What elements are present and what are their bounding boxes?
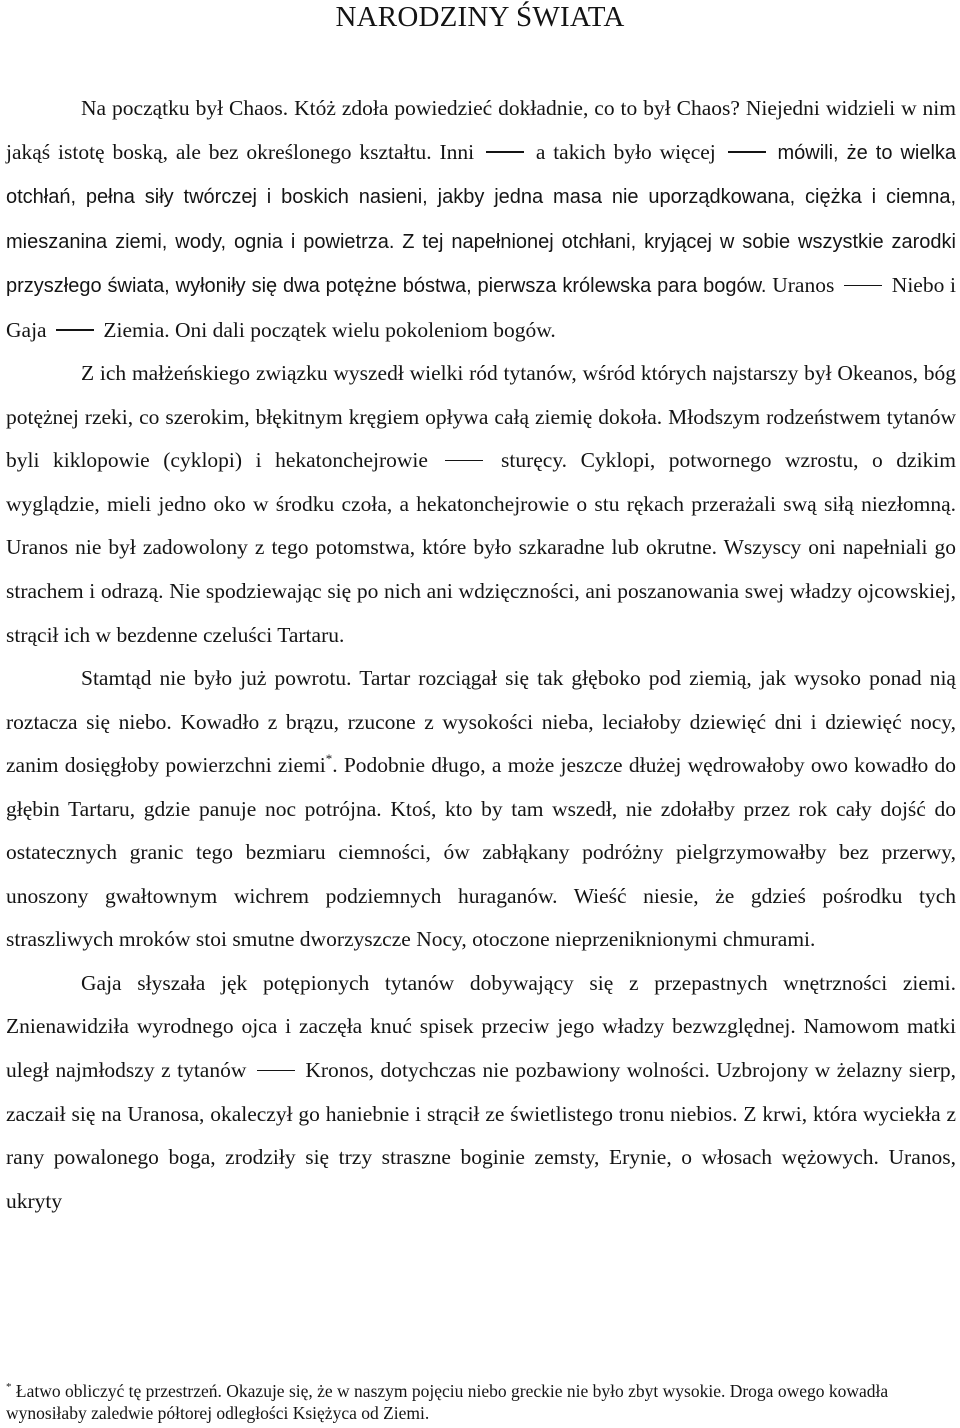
sentence: sturęcy. <box>500 448 568 473</box>
em-dash <box>445 460 483 461</box>
footnote-marker: * <box>6 1381 12 1393</box>
paragraph-3 <box>6 657 956 962</box>
em-dash <box>728 151 766 152</box>
sentence: a takich było więcej <box>535 139 716 164</box>
sentence: Inni <box>439 139 475 164</box>
sentence: Podobnie długo, a może jeszcze dłużej wędrowałoby owo kowadło do głębin Tartaru, gdzie panuje noc potrójna. <box>6 753 957 821</box>
sentence: Z ich małżeńskiego związku wyszedł wielki ród tytanów, wśród których najstarszy był Okeanos, bóg potężnej rzeki, co szerokim, błękitnym kręgiem opływa całą ziemię dokoła. <box>6 361 956 429</box>
sentence: Z tej napełnionej otchłani, kryjącej w sobie wszystkie zarodki przyszłego świata, wyłoniły się dwa potężne bóstwa, pierwsza królewska para bogów. <box>6 230 956 298</box>
document-body <box>6 87 956 1223</box>
em-dash <box>844 285 882 286</box>
sentence: Znienawidziła wyrodnego ojca i zaczęła knuć spisek przeciw jego władzy bezwzględnej. <box>6 1014 796 1039</box>
sentence: Niebo i Gaja <box>6 273 957 342</box>
sentence: Wszyscy oni napełniali go strachem i odrazą. <box>6 535 956 604</box>
sentence: Na początku był Chaos. <box>81 96 289 120</box>
em-dash <box>257 1070 295 1071</box>
footnote-marker[interactable]: * <box>325 751 333 767</box>
sentence: Uranos <box>772 273 835 298</box>
sentence: Ktoś, kto by tam wszedł, nie zdołałby przez rok cały dojść do ostatecznych granic tego bezmiaru ciemności, ów zabłąkany podróżny pielgrzymowałby bez przerwy, unoszony gwałtownym wichrem podziemnych huraganów. <box>6 796 956 908</box>
sentence: Młodszym rodzeństwem tytanów byli kiklopowie (cyklopi) i hekatonchejrowie <box>6 404 957 473</box>
sentence: Namowom matki uległ najmłodszy z tytanów <box>6 1014 957 1083</box>
footnote-sentence: Droga owego kowadła wynosiłaby zaledwie półtorej odległości Księżyca od Ziemi. <box>6 1381 889 1423</box>
sentence: Ziemia. <box>103 317 170 342</box>
sentence: Nie spodziewając się po nich ani wdzięczności, ani poszanowania swej władzy ojcowskiej, strącił ich w bezdenne czeluści Tartaru. <box>6 579 957 647</box>
em-dash <box>56 329 94 330</box>
sentence: Z krwi, która wyciekła z rany powalonego boga, zrodziły się trzy straszne boginie zemsty, Erynie, o włosach wężowych. <box>6 1101 956 1170</box>
em-dash <box>486 151 524 152</box>
footnote-sentence: Łatwo obliczyć tę przestrzeń. <box>15 1381 222 1401</box>
sentence: Któż zdoła powiedzieć dokładnie, co to był Chaos? <box>294 96 740 120</box>
sentence: Wieść niesie, że gdzieś pośrodku tych straszliwych mroków stoi smutne dworzyszcze Nocy, otoczone nieprzeniknionymi chmurami. <box>6 883 956 952</box>
sentence: Kronos, dotychczas nie pozbawiony wolności. <box>305 1058 710 1083</box>
sentence: Uranos, ukryty <box>6 1145 956 1213</box>
footnote-sentence: Okazuje się, że w naszym pojęciu niebo greckie nie było zbyt wysokie. <box>226 1381 726 1401</box>
sentence: Kowadło z brązu, rzucone z wysokości nieba, leciałoby dziewięć dni i dziewięć nocy, zanim dosięgłoby powierzchni ziemi <box>6 709 956 778</box>
sentence: Tartar rozciągał się tak głęboko pod ziemią, jak wysoko ponad nią roztacza się niebo. <box>6 666 956 734</box>
paragraph-2 <box>6 352 956 657</box>
sentence: Uranos nie był zadowolony z tego potomstwa, które było szkaradne lub okrutne. <box>6 535 718 560</box>
sentence: Cyklopi, potwornego wzrostu, o dzikim wyglądzie, mieli jedno oko w środku czoła, a hekatonchejrowie o stu rękach przerażali swą siłą niezłomną. <box>6 448 956 516</box>
sentence: Gaja słyszała jęk potępionych tytanów dobywający się z przepastnych wnętrzności ziemi. <box>81 970 956 995</box>
paragraph-1 <box>6 87 956 352</box>
punctuation: . <box>332 753 338 778</box>
sentence: Oni dali początek wielu pokoleniom bogów. <box>174 317 556 342</box>
sentence: Stamtąd nie było już powrotu. <box>81 666 352 691</box>
sentence: Niejedni widzieli w nim jakąś istotę boską, ale bez określonego kształtu. <box>6 96 956 164</box>
footnote <box>6 1380 956 1424</box>
sentence: mówili, że to wielka otchłań, pełna siły twórczej i boskich nasieni, jakby jedna masa nie uporządkowana, ciężka i ciemna, mieszanina ziemi, wody, ognia i powietrza. <box>6 141 957 253</box>
page-title: NARODZINY ŚWIATA <box>335 1 625 33</box>
sentence: Uzbrojony w żelazny sierp, zaczaił się na Uranosa, okaleczył go haniebnie i strącił ze świetlistego tronu niebios. <box>6 1058 957 1126</box>
paragraph-4 <box>6 962 956 1223</box>
